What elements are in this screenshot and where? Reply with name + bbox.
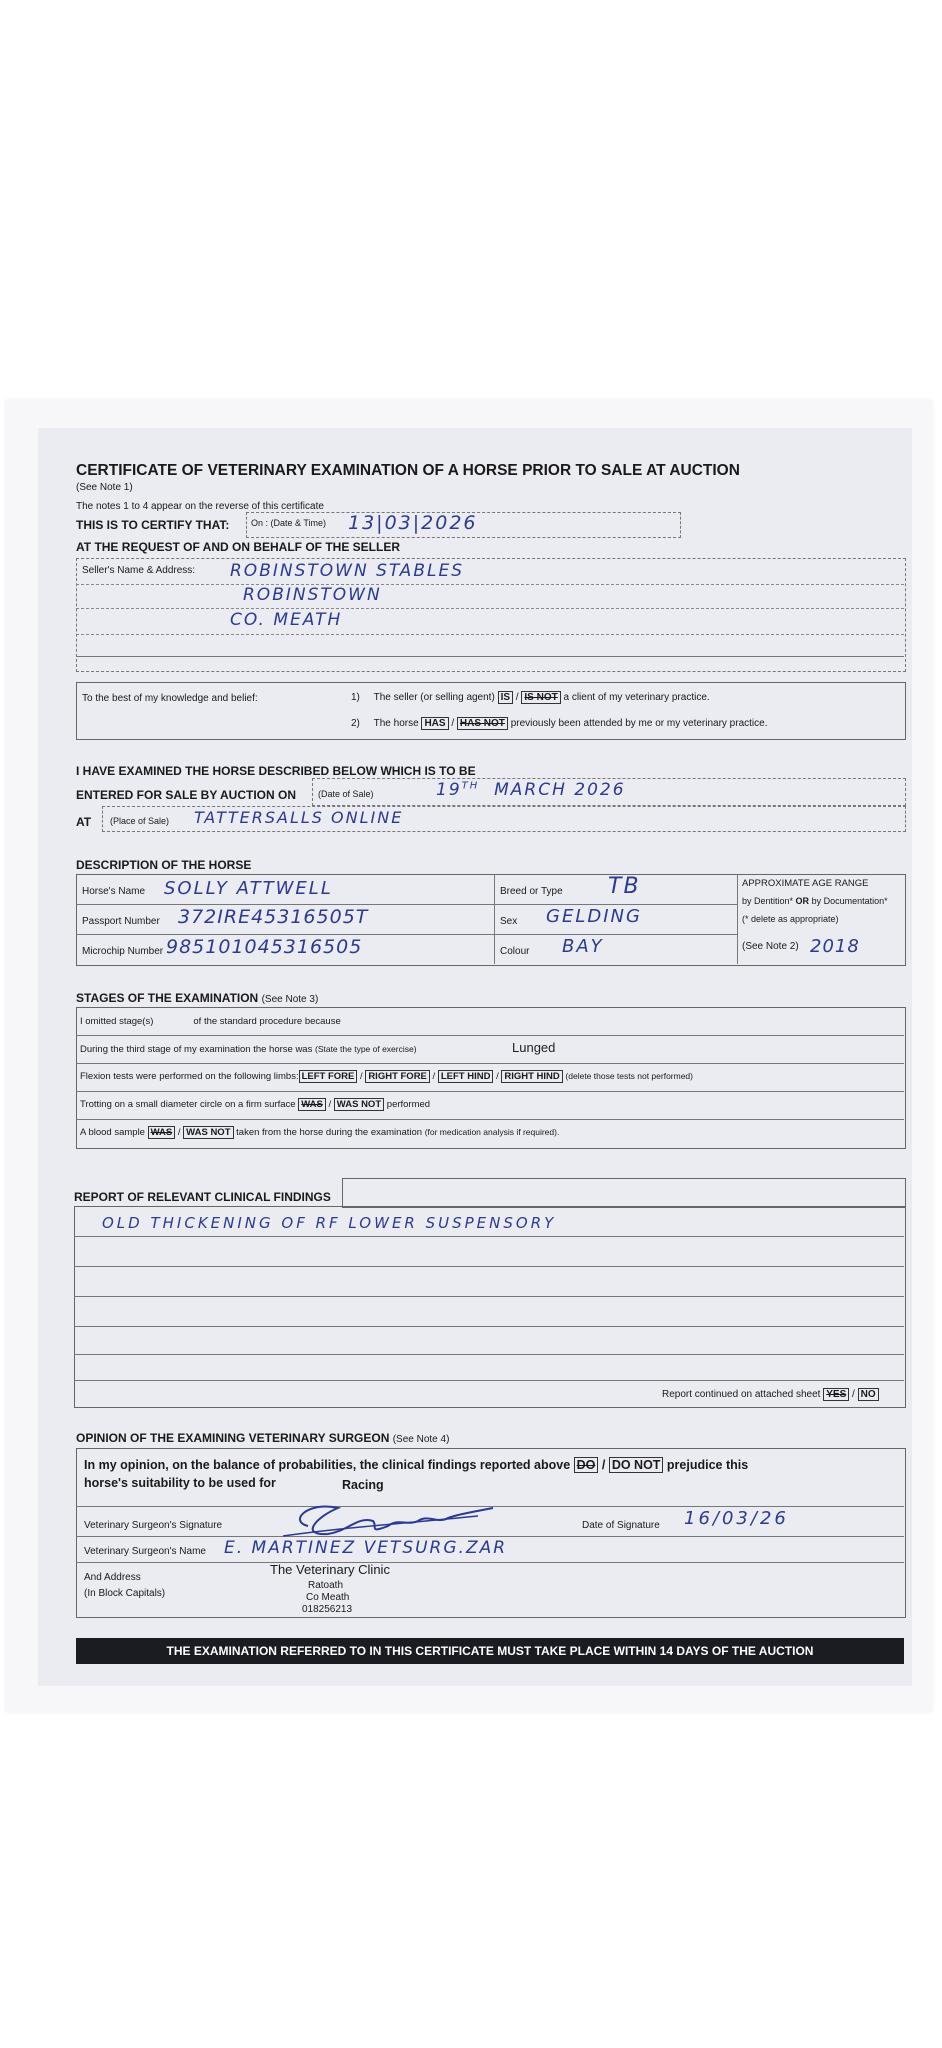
horse-name-label: Horse's Name (82, 886, 146, 897)
colour: BAY (562, 936, 604, 957)
breed-label: Breed or Type (500, 886, 563, 897)
place-label: (Place of Sale) (110, 816, 170, 826)
signature-label: Veterinary Surgeon's Signature (84, 1520, 223, 1531)
date-of-sale-label: (Date of Sale) (318, 789, 374, 799)
entered-label: ENTERED FOR SALE BY AUCTION ON (76, 788, 297, 802)
belief-box (76, 682, 906, 740)
on-label: On : (Date & Time) (251, 518, 327, 528)
breed: TB (608, 874, 641, 899)
colour-label: Colour (500, 946, 530, 957)
horse-name: SOLLY ATTWELL (164, 878, 333, 899)
microchip-label: Microchip Number (82, 946, 164, 957)
age-title: APPROXIMATE AGE RANGE (742, 878, 869, 889)
passport-number: 372IRE45316505T (178, 906, 369, 928)
passport-label: Passport Number (82, 916, 160, 927)
intended-use: Racing (342, 1478, 384, 1492)
certificate-form (38, 428, 912, 1686)
age-value: 2018 (810, 936, 860, 957)
clinic-county: Co Meath (306, 1592, 350, 1603)
sex: GELDING (546, 906, 642, 927)
footer-text: THE EXAMINATION REFERRED TO IN THIS CERTIFICATE MUST TAKE PLACE WITHIN 14 DAYS OF THE AUCTION (166, 1644, 814, 1658)
clinic-name: The Veterinary Clinic (270, 1562, 390, 1577)
notes-line: The notes 1 to 4 appear on the reverse of this certificate (76, 501, 324, 512)
opinion-text: In my opinion, on the balance of probabilities, the clinical findings reported above DO / DO NOT prejudice this (84, 1458, 749, 1472)
age-note: (See Note 2) (742, 941, 799, 952)
clinic-town: Ratoath (308, 1580, 344, 1591)
seller-line-1: ROBINSTOWN STABLES (230, 561, 464, 581)
flexion-tests: Flexion tests were performed on the following limbs: LEFT FORE / RIGHT FORE / LEFT HIND / RIGHT HIND (delete those tests not performed) (80, 1071, 693, 1082)
sale-date: 19TH MARCH 2026 (436, 780, 626, 800)
report-label: REPORT OF RELEVANT CLINICAL FINDINGS (74, 1190, 331, 1204)
seller-box (76, 558, 906, 672)
seller-line-3: CO. MEATH (230, 610, 343, 630)
belief-1: 1) The seller (or selling agent) IS / IS NOT a client of my veterinary practice. (351, 692, 710, 703)
age-delete-hint: (* delete as appropriate) (742, 914, 839, 924)
surgeon-name: E. MARTINEZ VETSURG.ZAR (224, 1538, 508, 1558)
seller-line-2: ROBINSTOWN (243, 585, 382, 605)
surgeon-name-label: Veterinary Surgeon's Name (84, 1546, 206, 1557)
report-continued: Report continued on attached sheet YES / NO (662, 1389, 879, 1400)
address-label: And Address (84, 1572, 141, 1583)
certificate-title: CERTIFICATE OF VETERINARY EXAMINATION OF A HORSE PRIOR TO SALE AT AUCTION (76, 462, 740, 479)
exam-date: 13|03|2026 (348, 512, 478, 534)
certify-label: THIS IS TO CERTIFY THAT: (76, 518, 230, 532)
address-hint: (In Block Capitals) (84, 1588, 166, 1599)
scanned-sheet (6, 400, 932, 1712)
request-label: AT THE REQUEST OF AND ON BEHALF OF THE SELLER (76, 540, 400, 554)
opinion-heading: OPINION OF THE EXAMINING VETERINARY SURGEON (See Note 4) (76, 1431, 450, 1445)
third-stage: During the third stage of my examination the horse was (State the type of exercise) (80, 1044, 417, 1055)
stages-heading: STAGES OF THE EXAMINATION (See Note 3) (76, 991, 319, 1005)
seller-label: Seller's Name & Address: (82, 565, 196, 576)
microchip-number: 985101045316505 (166, 936, 363, 958)
trotting: Trotting on a small diameter circle on a firm surface WAS / WAS NOT performed (80, 1099, 431, 1110)
at-label: AT (76, 815, 92, 829)
place-of-sale: TATTERSALLS ONLINE (194, 808, 404, 827)
belief-label: To the best of my knowledge and belief: (82, 693, 258, 704)
clinic-phone: 018256213 (302, 1604, 353, 1615)
examined-label: I HAVE EXAMINED THE HORSE DESCRIBED BELOW WHICH IS TO BE (76, 764, 476, 778)
see-note-1: (See Note 1) (76, 482, 133, 493)
blood-sample: A blood sample WAS / WAS NOT taken from the horse during the examination (for medication analysis if required). (80, 1127, 560, 1138)
date-of-signature: 16/03/26 (684, 1508, 789, 1529)
sex-label: Sex (500, 916, 518, 927)
age-method: by Dentition* OR by Documentation* (742, 896, 888, 906)
belief-2: 2) The horse HAS / HAS NOT previously been attended by me or my veterinary practice. (351, 718, 768, 729)
description-label: DESCRIPTION OF THE HORSE (76, 858, 252, 872)
exercise-type: Lunged (512, 1040, 556, 1055)
date-signature-label: Date of Signature (582, 1520, 660, 1531)
report-header-box (342, 1178, 906, 1208)
opinion-text-line2: horse's suitability to be used for (84, 1476, 276, 1490)
omitted-stages: I omitted stage(s) of the standard procedure because (80, 1016, 341, 1027)
clinical-finding: OLD THICKENING OF RF LOWER SUSPENSORY (102, 1214, 557, 1232)
